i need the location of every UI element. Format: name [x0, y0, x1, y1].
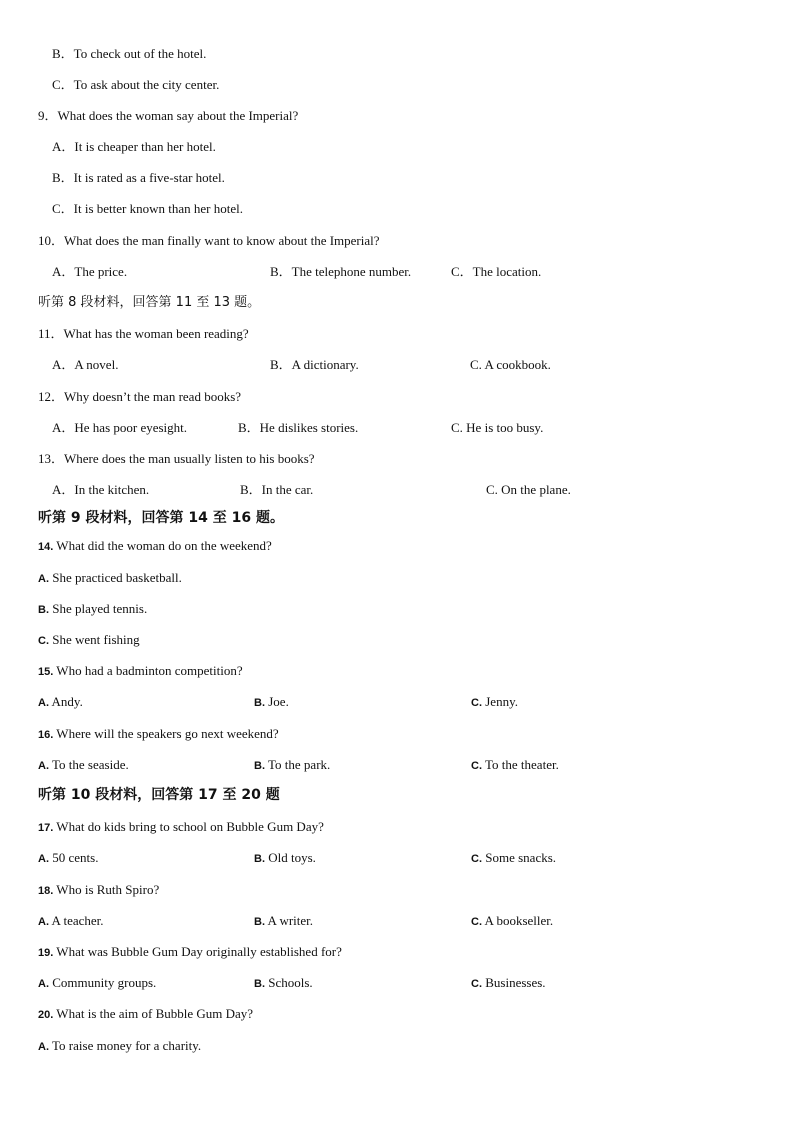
q20-a-letter: A.	[38, 1041, 49, 1053]
q16-a-letter: A.	[38, 760, 49, 772]
q18-number: 18.	[38, 885, 54, 897]
q15-stem	[38, 663, 243, 680]
q18-option-b	[254, 913, 313, 930]
q15-option-c	[471, 694, 518, 711]
q14-c-letter: C.	[38, 635, 49, 647]
q19-option-c	[471, 975, 546, 992]
q17-a-text: 50 cents.	[49, 850, 99, 865]
section-10-heading: 听第 10 段材料，回答第 17 至 20 题	[38, 787, 280, 803]
q14-b-text: She played tennis.	[49, 601, 148, 616]
q14-a-letter: A.	[38, 573, 49, 585]
q16-number: 16.	[38, 729, 54, 741]
q15-a-letter: A.	[38, 697, 49, 709]
q16-a-text: To the seaside.	[49, 757, 129, 772]
q14-number: 14.	[38, 541, 54, 553]
q16-option-a	[38, 757, 129, 774]
q15-c-text: Jenny.	[482, 694, 518, 709]
q10-option-b: B．The telephone number.	[270, 264, 412, 279]
q19-stem	[38, 944, 342, 961]
q19-b-letter: B.	[254, 978, 265, 990]
q16-text: Where will the speakers go next weekend?	[53, 726, 279, 741]
q11-option-b: B．A dictionary.	[270, 357, 359, 372]
q15-b-letter: B.	[254, 697, 265, 709]
q15-option-b	[254, 694, 289, 711]
q10-option-a: A．The price.	[52, 264, 128, 279]
q18-b-text: A writer.	[265, 913, 314, 928]
q12-option-b: B．He dislikes stories.	[238, 420, 359, 435]
q19-c-letter: C.	[471, 978, 482, 990]
q13-option-b: B．In the car.	[240, 482, 314, 497]
q18-text: Who is Ruth Spiro?	[53, 882, 160, 897]
q17-text: What do kids bring to school on Bubble Gum Day?	[53, 819, 324, 834]
q19-a-text: Community groups.	[49, 975, 157, 990]
q17-a-letter: A.	[38, 853, 49, 865]
section-8-heading: 听第 8 段材料，回答第 11 至 13 题。	[38, 295, 261, 310]
q16-option-c	[471, 757, 559, 774]
q8-option-c: C．To ask about the city center.	[52, 77, 220, 92]
q17-number: 17.	[38, 822, 54, 834]
q11-option-a: A．A novel.	[52, 357, 119, 372]
q10-option-c: C．The location.	[451, 264, 542, 279]
q15-a-text: Andy.	[49, 694, 83, 709]
q13-option-a: A．In the kitchen.	[52, 482, 150, 497]
q20-stem	[38, 1006, 253, 1023]
q13-stem: 13．Where does the man usually listen to his books?	[38, 451, 315, 466]
q14-option-b	[38, 601, 147, 618]
q18-option-c	[471, 913, 553, 930]
q14-option-c	[38, 632, 140, 649]
q15-b-text: Joe.	[265, 694, 289, 709]
q9-stem: 9．What does the woman say about the Imperial?	[38, 108, 299, 123]
q11-option-c: C. A cookbook.	[470, 357, 551, 372]
q18-b-letter: B.	[254, 916, 265, 928]
q16-c-letter: C.	[471, 760, 482, 772]
q18-c-letter: C.	[471, 916, 482, 928]
q19-c-text: Businesses.	[482, 975, 546, 990]
q14-c-text: She went fishing	[49, 632, 140, 647]
q16-b-letter: B.	[254, 760, 265, 772]
q9-option-c: C．It is better known than her hotel.	[52, 201, 243, 216]
q14-b-letter: B.	[38, 604, 49, 616]
q12-option-a: A．He has poor eyesight.	[52, 420, 188, 435]
q18-a-text: A teacher.	[49, 913, 104, 928]
q8-option-b: B．To check out of the hotel.	[52, 46, 207, 61]
q10-stem: 10．What does the man finally want to know about the Imperial?	[38, 233, 380, 248]
q17-option-b	[254, 850, 316, 867]
q15-c-letter: C.	[471, 697, 482, 709]
q17-b-letter: B.	[254, 853, 265, 865]
q14-text: What did the woman do on the weekend?	[53, 538, 272, 553]
q20-text: What is the aim of Bubble Gum Day?	[53, 1006, 254, 1021]
q19-text: What was Bubble Gum Day originally established for?	[53, 944, 342, 959]
q19-option-b	[254, 975, 313, 992]
q19-option-a	[38, 975, 156, 992]
q19-b-text: Schools.	[265, 975, 313, 990]
q18-option-a	[38, 913, 104, 930]
q17-stem	[38, 819, 324, 836]
q16-c-text: To the theater.	[482, 757, 559, 772]
q17-b-text: Old toys.	[265, 850, 316, 865]
q18-a-letter: A.	[38, 916, 49, 928]
q14-option-a	[38, 570, 182, 587]
q18-stem	[38, 882, 159, 899]
q15-option-a	[38, 694, 83, 711]
q20-option-a	[38, 1038, 201, 1055]
q16-option-b	[254, 757, 330, 774]
q16-stem	[38, 726, 279, 743]
q14-a-text: She practiced basketball.	[49, 570, 182, 585]
q15-number: 15.	[38, 666, 54, 678]
q13-option-c: C. On the plane.	[486, 482, 571, 497]
q17-option-a	[38, 850, 98, 867]
q17-option-c	[471, 850, 556, 867]
q9-option-b: B．It is rated as a five-star hotel.	[52, 170, 225, 185]
q17-c-letter: C.	[471, 853, 482, 865]
q15-text: Who had a badminton competition?	[53, 663, 243, 678]
q9-option-a: A．It is cheaper than her hotel.	[52, 139, 216, 154]
q20-a-text: To raise money for a charity.	[49, 1038, 202, 1053]
q11-stem: 11．What has the woman been reading?	[38, 326, 249, 341]
q17-c-text: Some snacks.	[482, 850, 557, 865]
q18-c-text: A bookseller.	[482, 913, 554, 928]
section-9-heading: 听第 9 段材料，回答第 14 至 16 题。	[38, 510, 284, 526]
q19-a-letter: A.	[38, 978, 49, 990]
q12-option-c: C. He is too busy.	[451, 420, 544, 435]
q20-number: 20.	[38, 1009, 54, 1021]
q14-stem	[38, 538, 272, 555]
q19-number: 19.	[38, 947, 54, 959]
q16-b-text: To the park.	[265, 757, 331, 772]
q12-stem: 12．Why doesn’t the man read books?	[38, 389, 242, 404]
